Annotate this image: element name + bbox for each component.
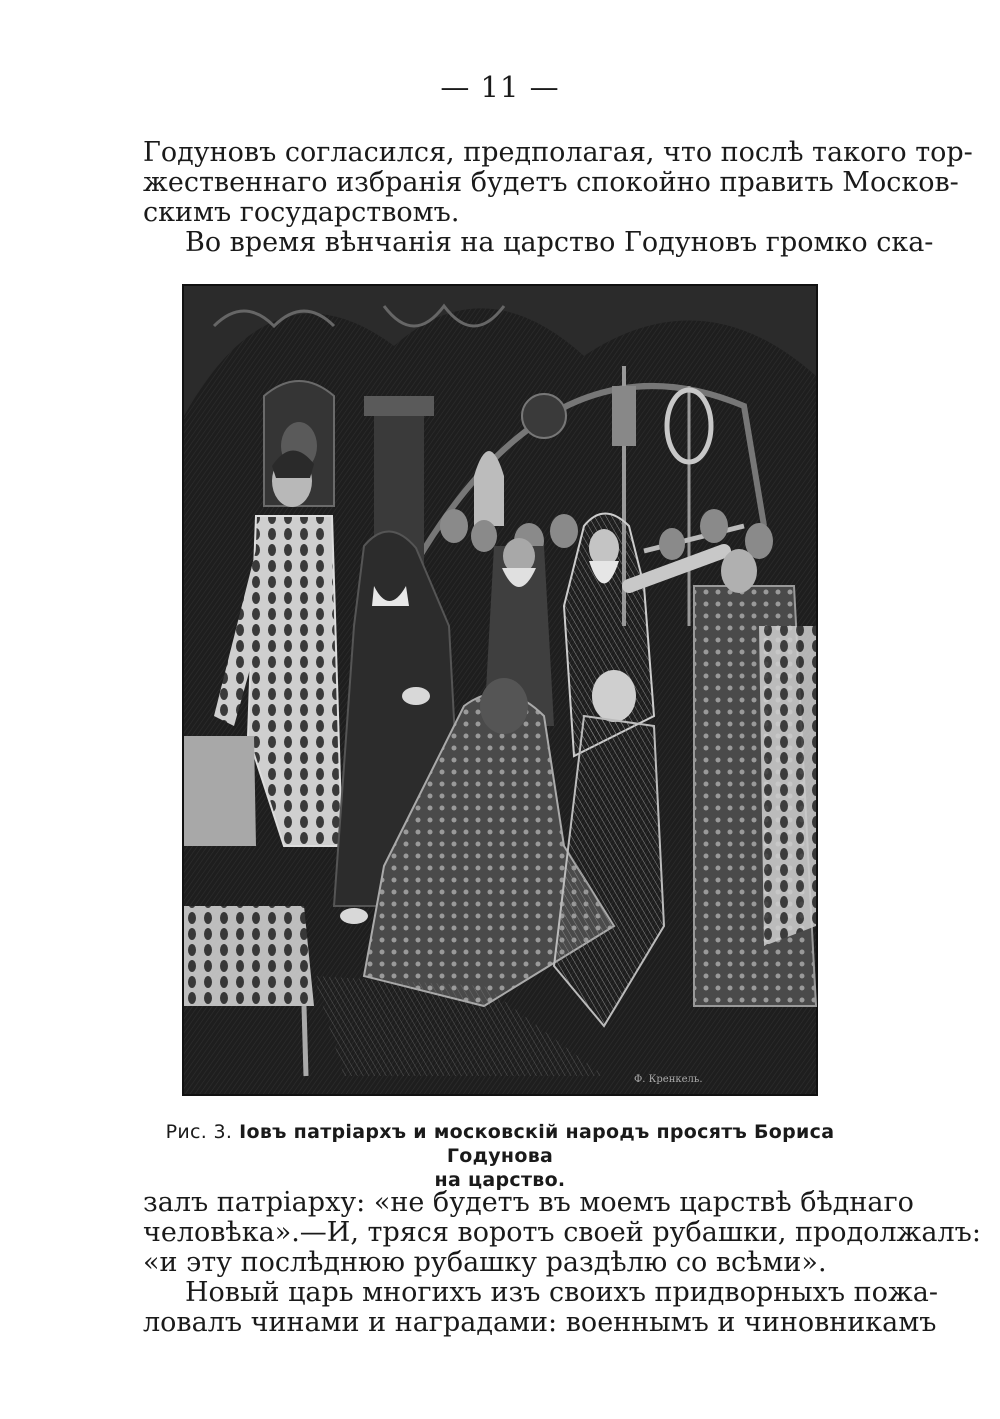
engraver-signature: Ф. Кренкель. xyxy=(634,1074,703,1085)
engraving-illustration xyxy=(182,284,818,1096)
text-line: жественнаго избранія будетъ спокойно править Москов- xyxy=(143,167,959,198)
text-line: Новый царь многихъ изъ своихъ придворныхъ пожа- xyxy=(185,1277,938,1308)
caption-line-2: на царство. xyxy=(434,1169,566,1191)
paragraph-top xyxy=(143,137,973,258)
text-line: Во время вѣнчанія на царство Годуновъ громко ска- xyxy=(185,227,934,258)
figure-caption xyxy=(150,1120,850,1192)
text-line: «и эту послѣднюю рубашку раздѣлю со всѣми». xyxy=(143,1247,827,1278)
engraving-drawing xyxy=(184,286,816,1094)
text-line: залъ патріарху: «не будетъ въ моемъ царствѣ бѣднаго xyxy=(143,1187,914,1218)
text-line: ловалъ чинами и наградами: военнымъ и чиновникамъ xyxy=(143,1307,937,1338)
text-line: Годуновъ согласился, предполагая, что послѣ такого тор- xyxy=(143,137,973,168)
paragraph-bottom xyxy=(143,1187,981,1338)
page-number: — 11 — xyxy=(440,70,560,104)
caption-figure-label: Рис. 3. xyxy=(165,1121,233,1143)
text-line: человѣка».—И, тряся воротъ своей рубашки, продолжалъ: xyxy=(143,1217,981,1248)
text-line: скимъ государствомъ. xyxy=(143,197,460,228)
caption-line-1: Іовъ патріархъ и московскій народъ просятъ Бориса Годунова xyxy=(239,1121,835,1167)
